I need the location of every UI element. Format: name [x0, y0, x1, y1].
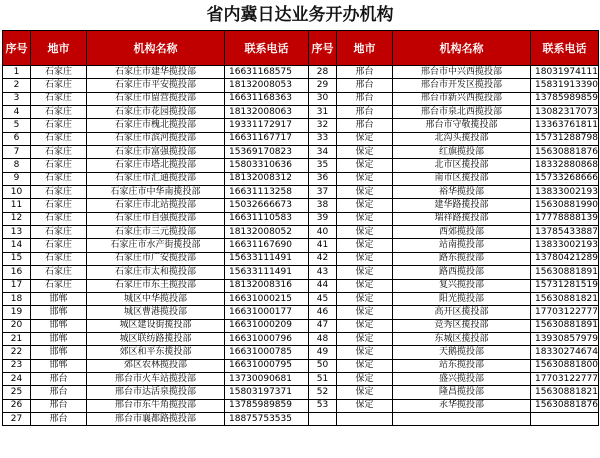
row-phone: [531, 412, 599, 425]
row-org-name: 邢台市襄都路揽投部: [87, 412, 225, 425]
row-org-name: 石家庄市北站揽投部: [87, 199, 225, 212]
col-header-phone-left: 联系电话: [225, 31, 309, 66]
row-org-name: 邢台市中兴西揽投部: [393, 66, 531, 79]
table-row: [3, 399, 599, 412]
row-city: 保定: [337, 186, 393, 199]
row-org-name: 郊区农林揽投部: [87, 359, 225, 372]
row-phone: 13730090681: [225, 372, 309, 385]
row-phone: 16631000795: [225, 359, 309, 372]
row-number: 52: [309, 386, 337, 399]
row-phone: 16631168575: [225, 66, 309, 79]
row-number: 2: [3, 79, 31, 92]
row-city: 石家庄: [31, 226, 87, 239]
row-number: 1: [3, 66, 31, 79]
row-number: 23: [3, 359, 31, 372]
table-row: [3, 372, 599, 385]
row-number: 14: [3, 239, 31, 252]
table-row: [3, 92, 599, 105]
row-number: 22: [3, 346, 31, 359]
row-phone: 13780421289: [531, 252, 599, 265]
row-phone: 15831913390: [531, 79, 599, 92]
row-number: [309, 412, 337, 425]
row-org-name: 郊区和平东揽投部: [87, 346, 225, 359]
row-phone: 15733268666: [531, 172, 599, 185]
row-number: 28: [309, 66, 337, 79]
row-org-name: 邢台市开发区揽投部: [393, 79, 531, 92]
row-phone: 17703122777: [531, 306, 599, 319]
table-row: [3, 412, 599, 425]
row-number: 53: [309, 399, 337, 412]
row-number: 18: [3, 292, 31, 305]
row-phone: 15731281519: [531, 279, 599, 292]
row-phone: 16631167690: [225, 239, 309, 252]
row-org-name: [393, 412, 531, 425]
row-number: 11: [3, 199, 31, 212]
row-phone: 15630881821: [531, 292, 599, 305]
row-phone: 18132008063: [225, 106, 309, 119]
row-city: 保定: [337, 346, 393, 359]
row-city: 邯郸: [31, 292, 87, 305]
row-number: 31: [309, 106, 337, 119]
row-city: 邯郸: [31, 332, 87, 345]
row-phone: 16631168363: [225, 92, 309, 105]
row-city: 保定: [337, 159, 393, 172]
row-phone: 16631000209: [225, 319, 309, 332]
row-org-name: 隆昌揽投部: [393, 386, 531, 399]
table-row: [3, 359, 599, 372]
row-city: 邢台: [337, 119, 393, 132]
row-number: 16: [3, 266, 31, 279]
row-org-name: 石家庄市建华揽投部: [87, 66, 225, 79]
row-city: 保定: [337, 226, 393, 239]
row-phone: 16631000215: [225, 292, 309, 305]
row-number: 15: [3, 252, 31, 265]
col-header-no-left: 序号: [3, 31, 31, 66]
row-org-name: 永华揽投部: [393, 399, 531, 412]
row-city: 石家庄: [31, 266, 87, 279]
row-number: 13: [3, 226, 31, 239]
row-city: 邢台: [31, 412, 87, 425]
row-number: 35: [309, 159, 337, 172]
row-city: 保定: [337, 212, 393, 225]
col-header-city-right: 地市: [337, 31, 393, 66]
table-row: [3, 306, 599, 319]
row-phone: 15369170823: [225, 146, 309, 159]
row-number: 37: [309, 186, 337, 199]
row-org-name: 邢台市火车站揽投部: [87, 372, 225, 385]
row-city: 邢台: [337, 92, 393, 105]
row-org-name: 站东揽投部: [393, 359, 531, 372]
row-number: 9: [3, 172, 31, 185]
row-number: 46: [309, 306, 337, 319]
row-number: 4: [3, 106, 31, 119]
row-phone: 18132008316: [225, 279, 309, 292]
row-city: 邢台: [31, 386, 87, 399]
row-org-name: 北沟头揽投部: [393, 132, 531, 145]
col-header-city-left: 地市: [31, 31, 87, 66]
row-city: 石家庄: [31, 119, 87, 132]
row-phone: 17778888139: [531, 212, 599, 225]
row-city: 石家庄: [31, 106, 87, 119]
row-number: 27: [3, 412, 31, 425]
row-phone: 15630881800: [531, 359, 599, 372]
row-city: 保定: [337, 399, 393, 412]
page-title: 省内冀日达业务开办机构: [206, 5, 394, 25]
row-city: 保定: [337, 372, 393, 385]
table-row: [3, 66, 599, 79]
row-org-name: 北市区揽投部: [393, 159, 531, 172]
row-phone: 18332880868: [531, 159, 599, 172]
row-phone: 13930857979: [531, 332, 599, 345]
row-phone: 17703122777: [531, 372, 599, 385]
row-phone: 13785989859: [225, 399, 309, 412]
table-row: [3, 212, 599, 225]
row-city: 邯郸: [31, 346, 87, 359]
row-city: 保定: [337, 319, 393, 332]
table-row: [3, 386, 599, 399]
row-city: 保定: [337, 266, 393, 279]
row-city: 石家庄: [31, 79, 87, 92]
row-org-name: 复兴揽投部: [393, 279, 531, 292]
row-phone: 15633111491: [225, 252, 309, 265]
row-org-name: 石家庄市太和揽投部: [87, 266, 225, 279]
row-phone: 15633111491: [225, 266, 309, 279]
row-org-name: 城区联纺路揽投部: [87, 332, 225, 345]
row-number: 44: [309, 279, 337, 292]
row-city: 邢台: [337, 66, 393, 79]
row-org-name: 石家庄市富强揽投部: [87, 146, 225, 159]
row-phone: 13363761811: [531, 119, 599, 132]
table-row: [3, 199, 599, 212]
row-phone: 16631110583: [225, 212, 309, 225]
table-row: [3, 279, 599, 292]
row-org-name: 邢台市达活泉揽投部: [87, 386, 225, 399]
row-city: 邯郸: [31, 359, 87, 372]
row-city: 保定: [337, 292, 393, 305]
row-city: 保定: [337, 386, 393, 399]
table-row: [3, 252, 599, 265]
row-city: 石家庄: [31, 172, 87, 185]
row-city: 保定: [337, 172, 393, 185]
row-org-name: 邢台市新兴西揽投部: [393, 92, 531, 105]
row-phone: 15630881891: [531, 319, 599, 332]
row-phone: 13833002193: [531, 186, 599, 199]
row-phone: 13785989859: [531, 92, 599, 105]
row-number: 17: [3, 279, 31, 292]
row-city: 石家庄: [31, 239, 87, 252]
row-phone: 15630881876: [531, 146, 599, 159]
row-org-name: 邢台市东牛角揽投部: [87, 399, 225, 412]
row-number: 29: [309, 79, 337, 92]
row-org-name: 城区建设街揽投部: [87, 319, 225, 332]
table-row: [3, 346, 599, 359]
row-number: 43: [309, 266, 337, 279]
table-row: [3, 319, 599, 332]
row-city: 石家庄: [31, 66, 87, 79]
row-city: 邢台: [31, 372, 87, 385]
table-row: [3, 159, 599, 172]
row-org-name: 高开区揽投部: [393, 306, 531, 319]
row-org-name: 红旗揽投部: [393, 146, 531, 159]
row-org-name: 石家庄市槐北揽投部: [87, 119, 225, 132]
row-org-name: 西郊揽投部: [393, 226, 531, 239]
row-phone: 15630881876: [531, 399, 599, 412]
row-org-name: 邢台市泉北西揽投部: [393, 106, 531, 119]
row-org-name: 裕华揽投部: [393, 186, 531, 199]
row-phone: 13833002193: [531, 239, 599, 252]
row-org-name: 石家庄市留营揽投部: [87, 92, 225, 105]
table-row: [3, 226, 599, 239]
row-city: 石家庄: [31, 186, 87, 199]
row-org-name: 石家庄市汇通揽投部: [87, 172, 225, 185]
table-row: [3, 239, 599, 252]
row-phone: 15630881891: [531, 266, 599, 279]
row-city: 保定: [337, 239, 393, 252]
row-phone: 18132008052: [225, 226, 309, 239]
row-org-name: 石家庄市滨河揽投部: [87, 132, 225, 145]
table-row: [3, 332, 599, 345]
row-org-name: 石家庄市东王揽投部: [87, 279, 225, 292]
row-number: 12: [3, 212, 31, 225]
row-number: 19: [3, 306, 31, 319]
row-number: 36: [309, 172, 337, 185]
row-phone: 18330274674: [531, 346, 599, 359]
row-number: 39: [309, 212, 337, 225]
row-city: 保定: [337, 146, 393, 159]
row-number: 10: [3, 186, 31, 199]
row-city: 保定: [337, 332, 393, 345]
table-row: [3, 172, 599, 185]
row-city: 石家庄: [31, 132, 87, 145]
header-row: [3, 31, 599, 66]
row-org-name: 城区中华揽投部: [87, 292, 225, 305]
row-number: 34: [309, 146, 337, 159]
row-org-name: 石家庄市中华南揽投部: [87, 186, 225, 199]
row-phone: 15731288798: [531, 132, 599, 145]
row-city: 保定: [337, 359, 393, 372]
row-number: 8: [3, 159, 31, 172]
table-row: [3, 119, 599, 132]
row-city: 石家庄: [31, 159, 87, 172]
row-number: 49: [309, 346, 337, 359]
row-org-name: 石家庄市广安揽投部: [87, 252, 225, 265]
row-phone: 18875753535: [225, 412, 309, 425]
row-org-name: 路东揽投部: [393, 252, 531, 265]
row-phone: 19331172917: [225, 119, 309, 132]
table-row: [3, 146, 599, 159]
row-org-name: 阳光揽投部: [393, 292, 531, 305]
row-city: 邢台: [337, 79, 393, 92]
row-city: 石家庄: [31, 279, 87, 292]
row-org-name: 东城区揽投部: [393, 332, 531, 345]
row-org-name: 石家庄市三元揽投部: [87, 226, 225, 239]
row-city: 石家庄: [31, 252, 87, 265]
row-number: 51: [309, 372, 337, 385]
row-number: 32: [309, 119, 337, 132]
row-number: 48: [309, 332, 337, 345]
row-org-name: 石家庄市花园揽投部: [87, 106, 225, 119]
row-phone: 18132008053: [225, 79, 309, 92]
row-number: 41: [309, 239, 337, 252]
table-row: [3, 79, 599, 92]
row-number: 33: [309, 132, 337, 145]
row-city: 石家庄: [31, 199, 87, 212]
row-number: 42: [309, 252, 337, 265]
row-number: 26: [3, 399, 31, 412]
row-number: 40: [309, 226, 337, 239]
row-number: 24: [3, 372, 31, 385]
row-phone: 16631000796: [225, 332, 309, 345]
row-org-name: 盛兴揽投部: [393, 372, 531, 385]
row-phone: 15630881990: [531, 199, 599, 212]
row-org-name: 城区曹港揽投部: [87, 306, 225, 319]
row-phone: 13785433887: [531, 226, 599, 239]
row-org-name: 瑞祥路揽投部: [393, 212, 531, 225]
row-city: 邢台: [337, 106, 393, 119]
row-phone: 15630881821: [531, 386, 599, 399]
row-phone: 15032666673: [225, 199, 309, 212]
row-org-name: 石家庄市自强揽投部: [87, 212, 225, 225]
row-number: 50: [309, 359, 337, 372]
row-city: 石家庄: [31, 146, 87, 159]
col-header-phone-right: 联系电话: [531, 31, 599, 66]
row-org-name: 站南揽投部: [393, 239, 531, 252]
row-org-name: 竞秀区揽投部: [393, 319, 531, 332]
row-number: 7: [3, 146, 31, 159]
row-city: 保定: [337, 199, 393, 212]
row-number: 25: [3, 386, 31, 399]
row-city: 保定: [337, 279, 393, 292]
col-header-no-right: 序号: [309, 31, 337, 66]
row-org-name: 邢台市守敬揽投部: [393, 119, 531, 132]
row-number: 47: [309, 319, 337, 332]
row-org-name: 天鹅揽投部: [393, 346, 531, 359]
row-phone: 16631000177: [225, 306, 309, 319]
row-city: 保定: [337, 132, 393, 145]
row-phone: 16631000785: [225, 346, 309, 359]
table-row: [3, 186, 599, 199]
row-number: 20: [3, 319, 31, 332]
row-city: 保定: [337, 252, 393, 265]
row-number: 21: [3, 332, 31, 345]
row-phone: 13082317073: [531, 106, 599, 119]
row-number: 5: [3, 119, 31, 132]
row-phone: 15803310636: [225, 159, 309, 172]
row-city: 邯郸: [31, 319, 87, 332]
row-number: 38: [309, 199, 337, 212]
table-row: [3, 106, 599, 119]
row-org-name: 石家庄市平安揽投部: [87, 79, 225, 92]
row-city: [337, 412, 393, 425]
row-number: 45: [309, 292, 337, 305]
col-header-org-right: 机构名称: [393, 31, 531, 66]
row-city: 邯郸: [31, 306, 87, 319]
row-city: 石家庄: [31, 92, 87, 105]
row-phone: 16631167717: [225, 132, 309, 145]
institution-table: [2, 30, 599, 426]
table-row: [3, 266, 599, 279]
table-row: [3, 132, 599, 145]
row-org-name: 石家庄市塔北揽投部: [87, 159, 225, 172]
row-number: 3: [3, 92, 31, 105]
table-row: [3, 292, 599, 305]
row-phone: 16631113258: [225, 186, 309, 199]
row-org-name: 建华路揽投部: [393, 199, 531, 212]
row-number: 30: [309, 92, 337, 105]
col-header-org-left: 机构名称: [87, 31, 225, 66]
row-number: 6: [3, 132, 31, 145]
row-phone: 18031974111: [531, 66, 599, 79]
row-city: 石家庄: [31, 212, 87, 225]
row-org-name: 石家庄市水产街揽投部: [87, 239, 225, 252]
row-phone: 15803197371: [225, 386, 309, 399]
row-city: 邢台: [31, 399, 87, 412]
row-org-name: 路西揽投部: [393, 266, 531, 279]
row-city: 保定: [337, 306, 393, 319]
row-org-name: 南市区揽投部: [393, 172, 531, 185]
row-phone: 18132008312: [225, 172, 309, 185]
